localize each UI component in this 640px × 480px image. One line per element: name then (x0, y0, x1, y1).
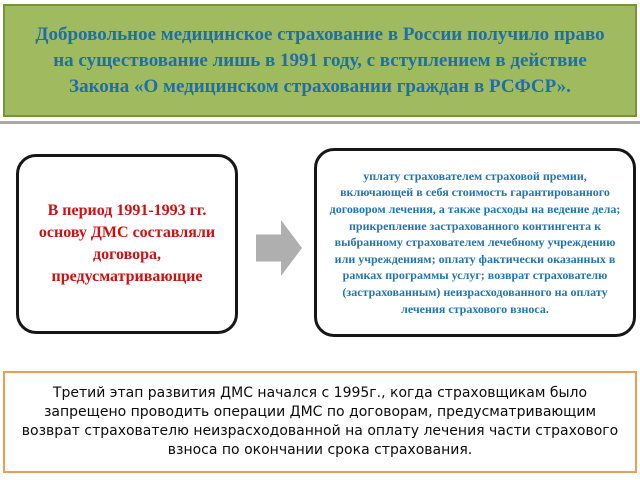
period-box (16, 154, 238, 334)
third-stage-box (3, 371, 637, 473)
horizontal-divider (0, 121, 640, 124)
right-block-arrow-shape (256, 220, 302, 276)
period-box-text: В период 1991-1993 гг. основу ДМС составляли договора, предусматривающие (38, 202, 216, 285)
details-box (314, 148, 636, 337)
third-stage-text: Третий этап развития ДМС начался с 1995г., когда страховщикам было запрещено проводить операции ДМС по договорам, предусматривающим возврат страхователю неизрасходованной на оплату лечения части страхового взноса по окончании срока страхования. (21, 385, 619, 458)
slide-title-text: Добровольное медицинское страхование в России получило право на существование лишь в 1991 году, с вступлением в действие Закона «О медицинском страховании граждан в РСФСР». (35, 23, 605, 97)
title-banner (3, 4, 637, 117)
details-box-text: уплату страхователем страховой премии, включающей в себя стоимость гарантированного договором лечения, а также расходы на ведение дела; прикрепление застрахованного контингента к выбранному страхователем лечебному учреждению или учреждениям; оплату фактически оказанных в рамках программы услуг; возврат страхователю (застрахованным) неизрасходованного на оплату лечения страхового взноса. (329, 168, 621, 316)
right-block-arrow-icon (256, 220, 302, 276)
